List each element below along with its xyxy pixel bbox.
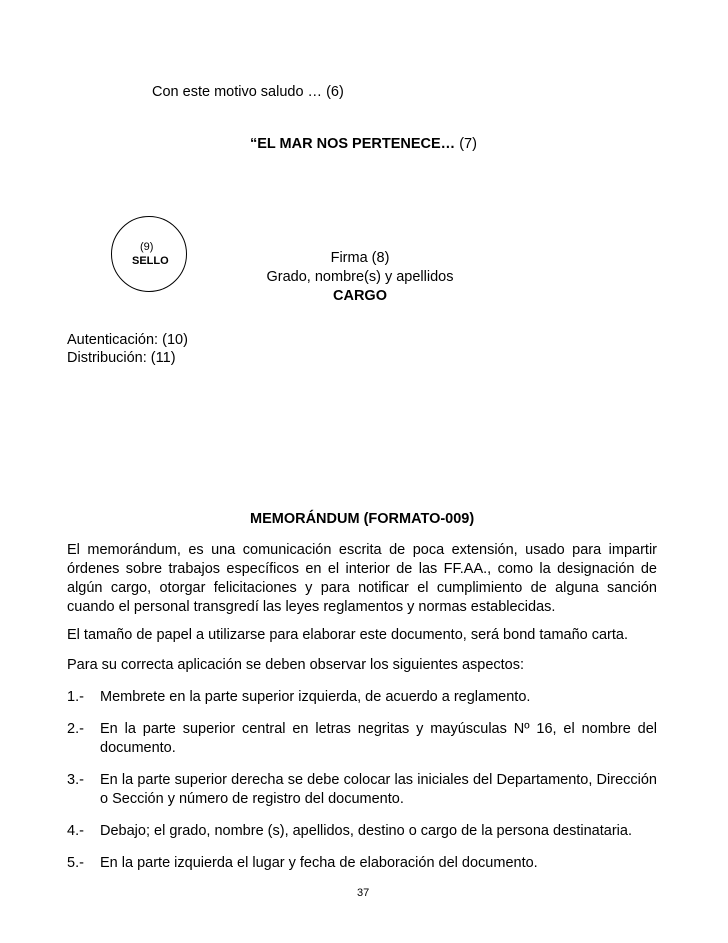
list-item-text: En la parte superior central en letras negritas y mayúsculas Nº 16, el nombre del documento.	[100, 721, 657, 756]
intro-paragraph: El memorándum, es una comunicación escrita de poca extensión, usado para impartir órdenes sobre trabajos específicos en el interior de las FF.AA., como la designación de algún cargo, otorgar felicitaciones y para notificar el cumplimiento de alguna sanción cuando el personal transgredí las leyes reglamentos y normas establecidas.	[67, 542, 657, 615]
distribution-line: Distribución: (11)	[67, 350, 176, 366]
closing-line: Con este motivo saludo … (6)	[152, 84, 344, 100]
list-item	[67, 688, 657, 707]
list-item	[67, 720, 657, 758]
list-item-text: Debajo; el grado, nombre (s), apellidos, destino o cargo de la persona destinataria.	[100, 823, 632, 839]
list-item-number: 1.-	[67, 689, 84, 705]
authentication-line: Autenticación: (10)	[67, 332, 188, 348]
signature-block	[250, 249, 470, 306]
seal-number: (9)	[140, 241, 154, 253]
section-heading: MEMORÁNDUM (FORMATO-009)	[250, 511, 475, 527]
signature-role: CARGO	[333, 288, 387, 304]
motto	[250, 136, 477, 152]
list-item-number: 3.-	[67, 772, 84, 788]
list-item-number: 4.-	[67, 823, 84, 839]
signature-line: Firma (8)	[330, 250, 390, 266]
signature-name-line: Grado, nombre(s) y apellidos	[266, 269, 454, 285]
list-item-text: Membrete en la parte superior izquierda, de acuerdo a reglamento.	[100, 689, 531, 705]
motto-ref: (7)	[455, 136, 477, 152]
list-item-text: En la parte izquierda el lugar y fecha de elaboración del documento.	[100, 855, 538, 871]
paper-paragraph: El tamaño de papel a utilizarse para elaborar este documento, será bond tamaño carta.	[67, 627, 629, 643]
list-item	[67, 771, 657, 809]
page-number: 37	[357, 887, 370, 899]
list-item-number: 5.-	[67, 855, 84, 871]
seal-label: SELLO	[132, 255, 169, 267]
list-item-number: 2.-	[67, 721, 84, 737]
aspects-paragraph: Para su correcta aplicación se deben observar los siguientes aspectos:	[67, 657, 525, 673]
authentication-block	[67, 331, 188, 367]
seal-circle	[111, 216, 187, 292]
motto-text: “EL MAR NOS PERTENECE…	[250, 136, 456, 152]
list-item	[67, 822, 657, 841]
list-item-text: En la parte superior derecha se debe colocar las iniciales del Departamento, Dirección o Sección y número de registro del documento.	[100, 772, 657, 807]
list-item	[67, 854, 657, 873]
